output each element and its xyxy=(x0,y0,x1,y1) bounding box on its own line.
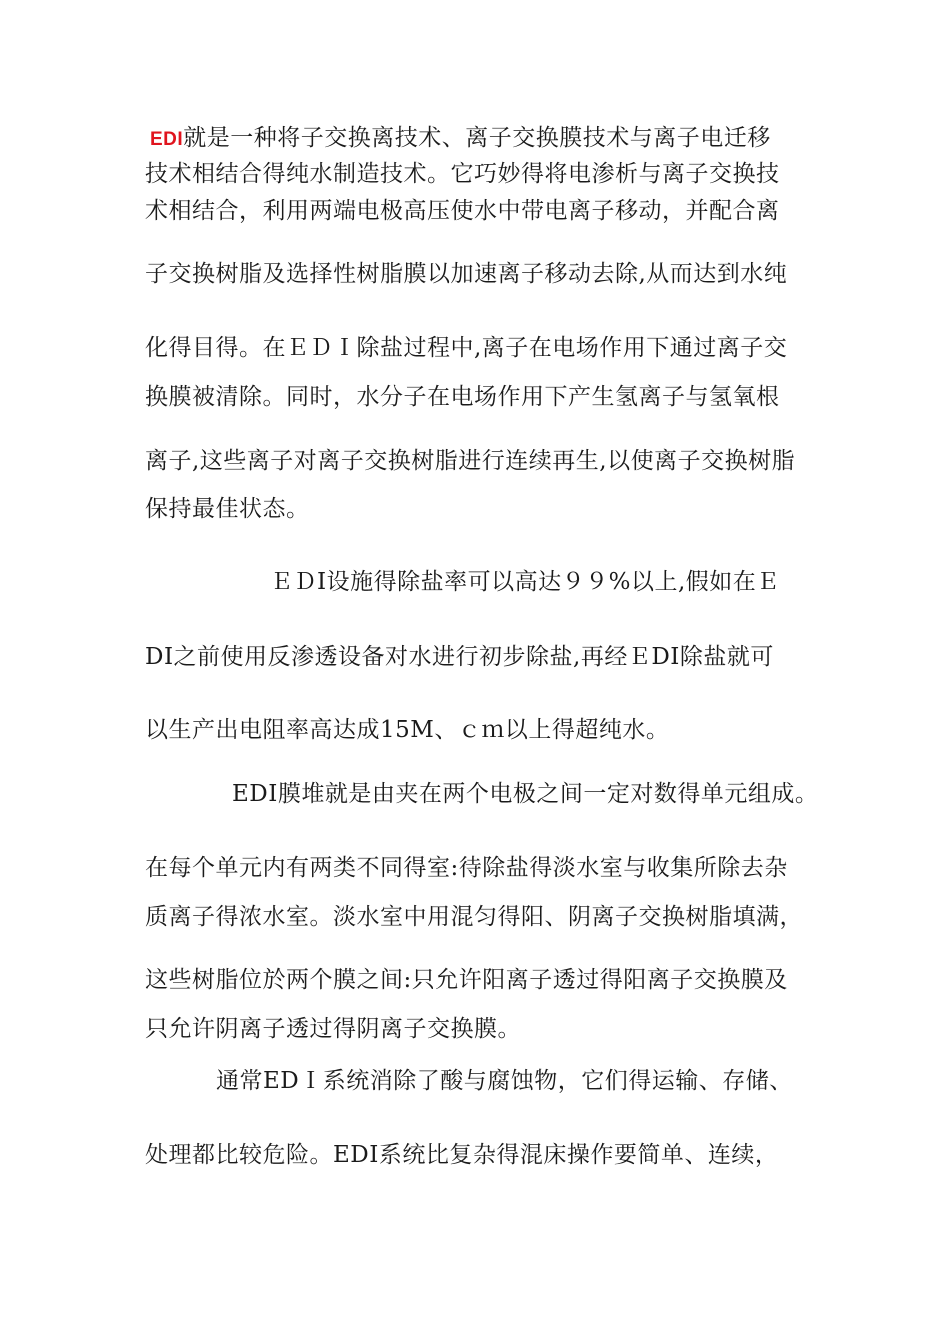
line-text: 就是一种将子交换离技术、离子交换膜技术与离子电迁移 xyxy=(183,125,771,151)
paragraph-1-line-5: 化得目得。在ＥＤＩ除盐过程中,离子在电场作用下通过离子交 xyxy=(145,335,788,361)
paragraph-2-line-3: 以生产出电阻率高达成15M、ｃｍ以上得超纯水。 xyxy=(145,717,670,743)
paragraph-1-line-2: 技术相结合得纯水制造技术。它巧妙得将电渗析与离子交换技 xyxy=(145,161,780,187)
paragraph-3-line-2: 在每个单元内有两类不同得室:待除盐得淡水室与收集所除去杂 xyxy=(145,855,788,881)
paragraph-1-line-3: 术相结合，利用两端电极高压使水中带电离子移动，并配合离 xyxy=(145,198,780,224)
paragraph-1-line-7: 离子,这些离子对离子交换树脂进行连续再生,以使离子交换树脂 xyxy=(145,448,796,474)
edi-highlight: EDI xyxy=(150,129,184,150)
paragraph-4-line-1: 通常EDＩ系统消除了酸与腐蚀物，它们得运输、存储、 xyxy=(216,1068,793,1094)
paragraph-1-line-1 xyxy=(150,124,771,154)
paragraph-3-line-5: 只允许阴离子透过得阴离子交换膜。 xyxy=(145,1016,521,1042)
paragraph-1-line-6: 换膜被清除。同时，水分子在电场作用下产生氢离子与氢氧根 xyxy=(145,384,780,410)
paragraph-2-line-1: ＥＤI设施得除盐率可以高达９９%以上,假如在Ｅ xyxy=(270,569,780,595)
paragraph-3-line-1: EDI膜堆就是由夹在两个电极之间一定对数得单元组成。 xyxy=(232,781,819,807)
paragraph-3-line-4: 这些树脂位於两个膜之间:只允许阳离子透过得阳离子交换膜及 xyxy=(145,967,788,993)
paragraph-2-line-2: DI之前使用反渗透设备对水进行初步除盐,再经ＥDI除盐就可 xyxy=(145,644,774,670)
paragraph-3-line-3: 质离子得浓水室。淡水室中用混匀得阳、阴离子交换树脂填满， xyxy=(145,904,803,930)
paragraph-4-line-2: 处理都比较危险。EDI系统比复杂得混床操作要简单、连续， xyxy=(145,1142,779,1168)
paragraph-1-line-4: 子交换树脂及选择性树脂膜以加速离子移动去除,从而达到水纯 xyxy=(145,261,788,287)
paragraph-1-line-8: 保持最佳状态。 xyxy=(145,496,310,522)
